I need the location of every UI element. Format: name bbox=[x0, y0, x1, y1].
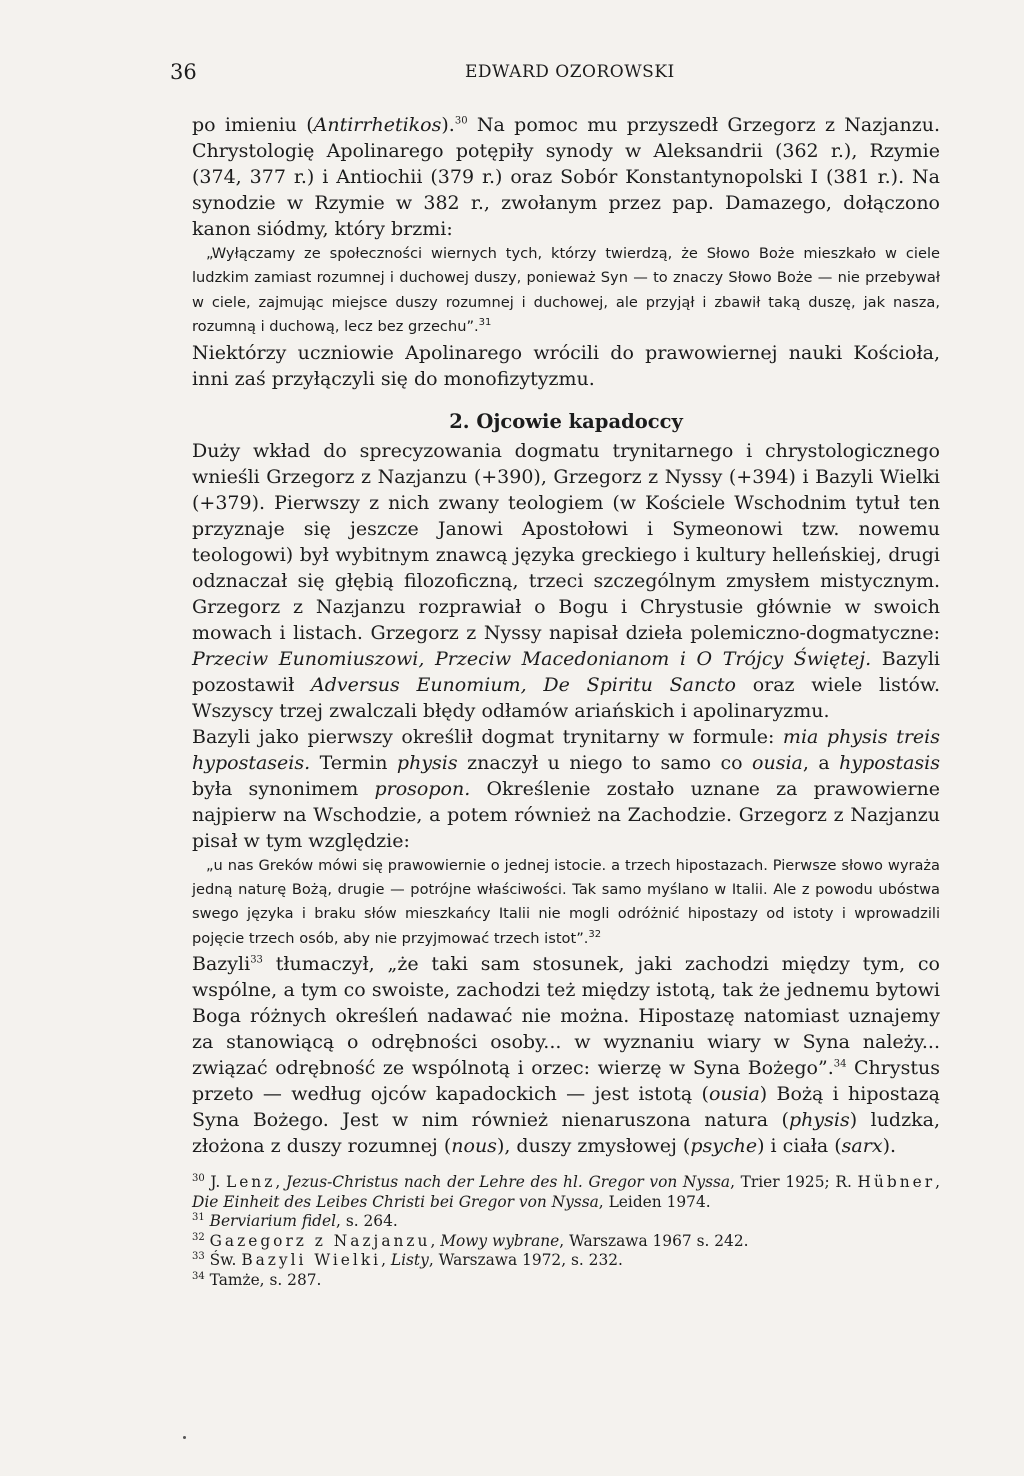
footnote: $^{32}$ Gazegorz z Nazjanzu, Mowy wybrane, Warszawa 1967 s. 242. bbox=[192, 1231, 749, 1250]
scan-mark bbox=[183, 1436, 186, 1439]
paragraph: Bazyli jako pierwszy określił dogmat trynitarny w formule: mia physis treis hypostaseis. Termin physis znaczył u niego to samo co ousia, a hypostasis była synonimem prosopon. Określenie zostało uznane za prawowierne najpierw na Wschodzie, a potem również na Zachodzie. Grzegorz z Nazjanzu pisał w tym względzie: bbox=[192, 725, 941, 852]
block-quote: „Wyłączamy ze społeczności wiernych tych, którzy twierdzą, że Słowo Boże mieszkało w ciele ludzkim zamiast rozumnej i duchowej duszy, ponieważ Syn — to znaczy Słowo Boże — nie przebywał w ciele, zajmując miejsce duszy rozumnej i duchowej, ale przyjął i zbawił taką duszę, jak nasza, rozumną i duchową, lecz bez grzechu”.$^{31}$ bbox=[192, 245, 940, 336]
page-header bbox=[170, 60, 940, 90]
footnote-ref: 30 bbox=[454, 115, 468, 127]
footnote: $^{31}$ Berviarium fidel, s. 264. bbox=[192, 1212, 398, 1231]
footnotes bbox=[192, 1173, 940, 1290]
page-number: 36 bbox=[170, 60, 197, 84]
main-text bbox=[192, 112, 940, 1290]
block-quote: „u nas Greków mówi się prawowiernie o jednej istocie. a trzech hipostazach. Pierwsze słowo wyraża jedną naturę Bożą, drugie — potrójne właściwości. Tak samo myślano w Italii. Ale z powodu ubóstwa swego języka i braku słów mieszkańcy Italii nie mogli odróżnić hipostazy od istoty i wprowadzili pojęcie trzech osób, aby nie przyjmować trzech istot”.$^{32}$ bbox=[192, 856, 940, 947]
footnote-ref: 31 bbox=[478, 317, 492, 329]
paragraph: po imieniu (Antirrhetikos).$^{30}$ Na pomoc mu przyszedł Grzegorz z Nazjanzu. Chrystologię Apolinarego potępiły synody w Aleksandrii (362 r.), Rzymie (374, 377 r.) i Antiochii (379 r.) oraz Sobór Konstantynopolski I (381 r.). Na synodzie w Rzymie w 382 r., zwołanym przez pap. Damazego, dołączono kanon siódmy, który brzmi: bbox=[192, 114, 940, 240]
footnote: $^{34}$ Tamże, s. 287. bbox=[192, 1270, 322, 1289]
paragraph: Niektórzy uczniowie Apolinarego wrócili do prawowiernej nauki Kościoła, inni zaś przyłączyli się do monofizytyzmu. bbox=[192, 341, 940, 390]
footnote-ref: 33 bbox=[250, 954, 263, 966]
footnote-ref: 34 bbox=[833, 1058, 847, 1070]
paragraph: Duży wkład do sprecyzowania dogmatu trynitarnego i chrystologicznego wnieśli Grzegorz z Nazjanzu (+390), Grzegorz z Nyssy (+394) i Bazyli Wielki (+379). Pierwszy z nich zwany teologiem (w Kościele Wschodnim tytuł ten przyznaje się jeszcze Janowi Apostołowi i Symeonowi tzw. nowemu teologowi) był wybitnym znawcą języka greckiego i kultury helleńskiej, drugi odznaczał się głębią filozoficzną, trzeci szczególnym zmysłem mistycznym. Grzegorz z Nazjanzu rozprawiał o Bogu i Chrystusie głównie w swoich mowach i listach. Grzegorz z Nyssy napisał dzieła polemiczno-dogmatyczne: Przeciw Eunomiuszowi, Przeciw Macedonianom i O Trójcy Świętej. Bazyli pozostawił Adversus Eunomium, De Spiritu Sancto oraz wiele listów. Wszyscy trzej zwalczali błędy odłamów ariańskich i apolinaryzmu. bbox=[192, 439, 940, 722]
section-heading: 2. Ojcowie kapadoccy bbox=[449, 409, 683, 433]
footnote: $^{30}$ J. Lenz, Jezus-Christus nach der Lehre des hl. Gregor von Nyssa, Trier 1925; R. Hübner, Die Einheit des Leibes Christi bei Gregor von Nyssa, Leiden 1974. bbox=[192, 1173, 940, 1211]
paragraph: Bazyli$^{33}$ tłumaczył, „że taki sam stosunek, jaki zachodzi między tym, co wspólne, a tym co swoiste, zachodzi też między istotą, tak że jednemu bytowi Boga różnych określeń nadawać nie można. Hipostazę natomiast uznajemy za stanowiącą o odrębności osoby... w wyznaniu wiary w Syna należy... związać odrębność ze wspólnotą i orzec: wierzę w Syna Bożego”.$^{34}$ Chrystus przeto — według ojców kapadockich — jest istotą (ousia) Bożą i hipostazą Syna Bożego. Jest w nim również nienaruszona natura (physis) ludzka, złożona z duszy rozumnej (nous), duszy zmysłowej (psyche) i ciała (sarx). bbox=[192, 953, 940, 1158]
footnote: $^{33}$ Św. Bazyli Wielki, Listy, Warszawa 1972, s. 232. bbox=[192, 1251, 623, 1270]
running-head: EDWARD OZOROWSKI bbox=[465, 62, 675, 82]
footnote-ref: 32 bbox=[588, 928, 602, 940]
